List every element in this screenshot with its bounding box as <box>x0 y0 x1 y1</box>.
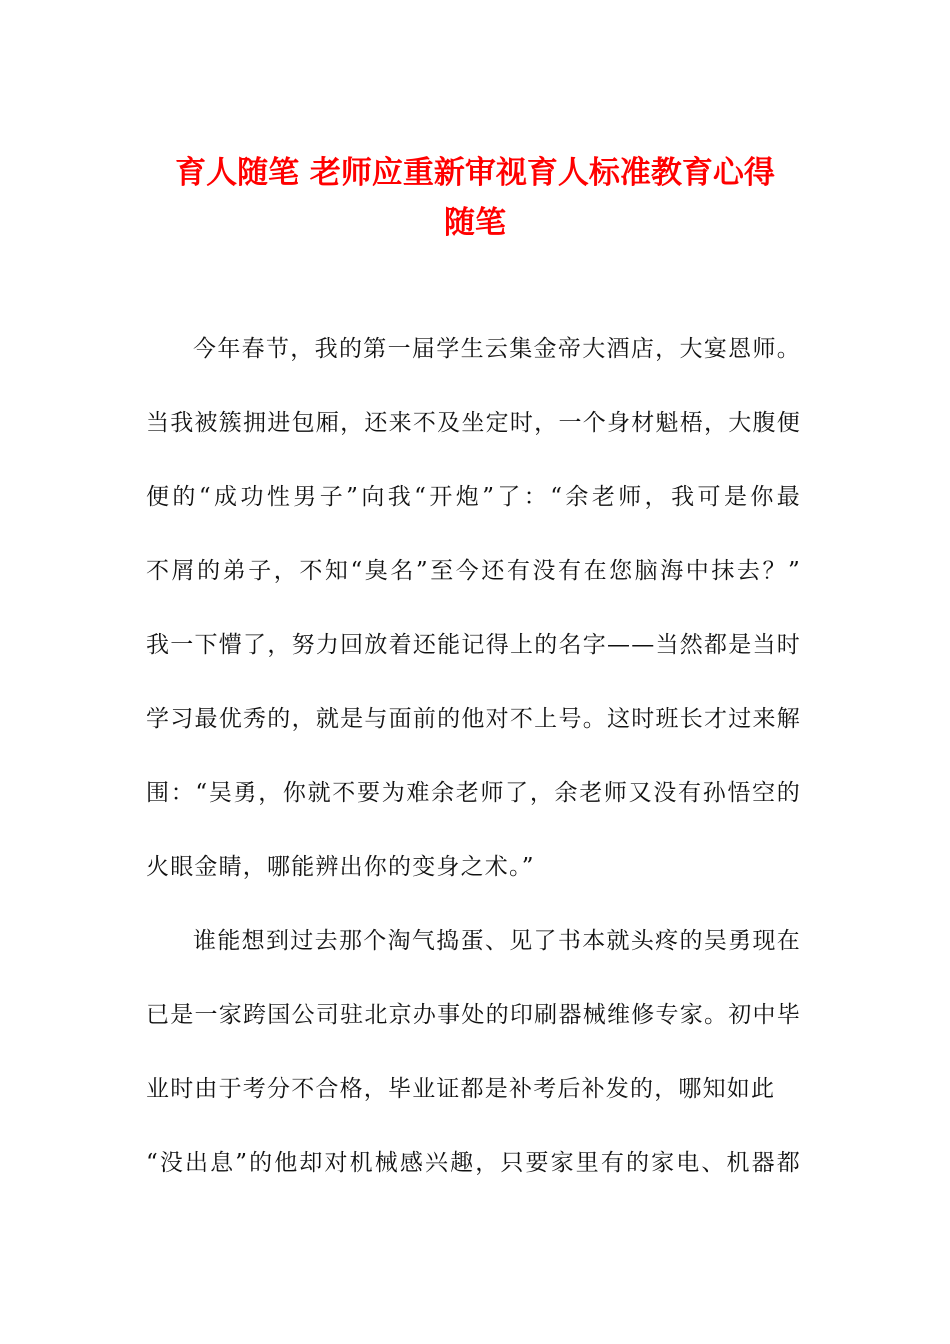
paragraph-1-line-3: 便的“成功性男子”向我“开炮”了：“余老师，我可是你最 <box>146 484 801 510</box>
paragraph-1-line-1: 今年春节，我的第一届学生云集金帝大酒店，大宴恩师。 <box>193 336 801 362</box>
paragraph-1-line-2: 当我被簇拥进包厢，还来不及坐定时，一个身材魁梧，大腹便 <box>146 410 801 436</box>
paragraph-2-line-3: 业时由于考分不合格，毕业证都是补考后补发的，哪知如此 <box>146 1076 776 1102</box>
title-line-1: 育人随笔 老师应重新审视育人标准教育心得 <box>175 155 775 191</box>
paragraph-1-line-7: 围：“吴勇，你就不要为难余老师了，余老师又没有孙悟空的 <box>146 780 801 806</box>
paragraph-2-line-4: “没出息”的他却对机械感兴趣，只要家里有的家电、机器都 <box>146 1150 801 1176</box>
paragraph-1-line-8: 火眼金睛，哪能辨出你的变身之术。” <box>146 854 535 880</box>
paragraph-2-line-2: 已是一家跨国公司驻北京办事处的印刷器械维修专家。初中毕 <box>146 1002 801 1028</box>
body-text <box>146 328 801 1216</box>
paragraph-1-line-4: 不屑的弟子，不知“臭名”至今还有没有在您脑海中抹去？” <box>146 558 801 584</box>
title-line-2: 随笔 <box>444 205 506 241</box>
paragraph-1-line-5: 我一下懵了，努力回放着还能记得上的名字——当然都是当时 <box>146 632 801 658</box>
paragraph-1-line-6: 学习最优秀的，就是与面前的他对不上号。这时班长才过来解 <box>146 706 801 732</box>
paragraph-2-line-1: 谁能想到过去那个淘气捣蛋、见了书本就头疼的吴勇现在 <box>193 928 801 954</box>
document-title <box>140 148 810 248</box>
